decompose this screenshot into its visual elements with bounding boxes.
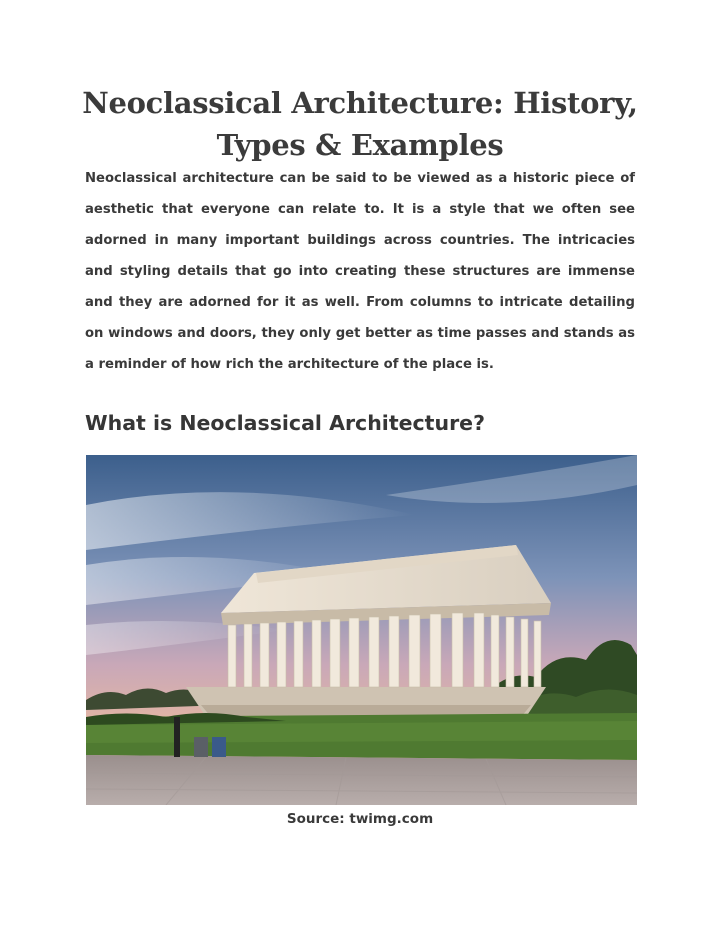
article-title xyxy=(60,82,660,166)
intro-paragraph: Neoclassical architecture can be said to be viewed as a historic piece of aesthetic that everyone can relate to. It is a style that we often see adorned in many important buildings across countries. The intricacies and styling details that go into creating these structures are immense and they are adorned for it as well. From columns to intricate detailing on windows and doors, they only get better as time passes and stands as a reminder of how rich the architecture of the place is. xyxy=(85,171,635,372)
section-heading: What is Neoclassical Architecture? xyxy=(85,411,485,435)
image-caption: Source: twimg.com xyxy=(286,811,434,827)
title-line-1: Neoclassical Architecture: History, xyxy=(82,86,638,120)
title-line-2: Types & Examples xyxy=(216,128,504,162)
memorial-photo xyxy=(86,455,637,805)
